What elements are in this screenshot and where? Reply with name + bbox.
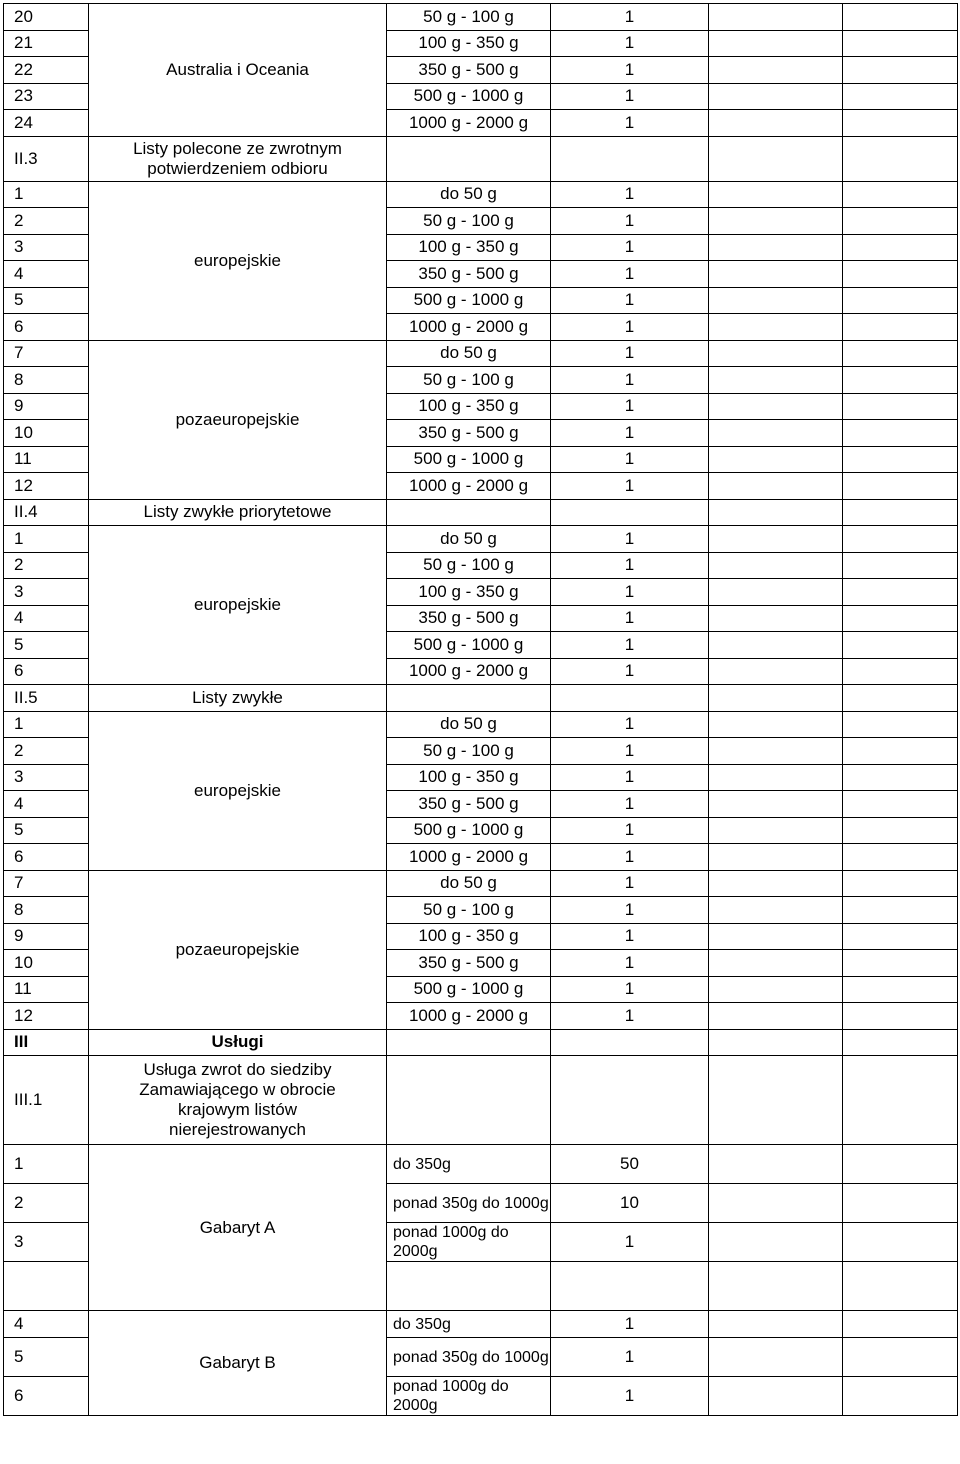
row-quantity: 1 — [551, 393, 709, 420]
row-number: 10 — [4, 950, 89, 977]
row-quantity: 1 — [551, 473, 709, 500]
row-weight: 1000 g - 2000 g — [387, 844, 551, 871]
row-quantity: 1 — [551, 314, 709, 341]
row-number: 21 — [4, 30, 89, 57]
row-number: 12 — [4, 1003, 89, 1030]
row-quantity: 1 — [551, 526, 709, 553]
row-weight: 100 g - 350 g — [387, 393, 551, 420]
row-category: Gabaryt B — [89, 1311, 387, 1416]
row-category: pozaeuropejskie — [89, 870, 387, 1029]
row-weight: 1000 g - 2000 g — [387, 110, 551, 137]
row-weight: 500 g - 1000 g — [387, 817, 551, 844]
row-weight: 50 g - 100 g — [387, 897, 551, 924]
row-number: 5 — [4, 632, 89, 659]
row-quantity: 1 — [551, 1311, 709, 1338]
row-number: 10 — [4, 420, 89, 447]
row-weight: 350 g - 500 g — [387, 261, 551, 288]
row-quantity: 1 — [551, 83, 709, 110]
row-weight: 100 g - 350 g — [387, 764, 551, 791]
section-number: III — [4, 1029, 89, 1056]
row-weight: 500 g - 1000 g — [387, 976, 551, 1003]
row-number: 22 — [4, 57, 89, 84]
row-quantity: 1 — [551, 261, 709, 288]
row-number: 7 — [4, 870, 89, 897]
row-quantity: 1 — [551, 110, 709, 137]
row-weight: 100 g - 350 g — [387, 579, 551, 606]
row-number: 6 — [4, 844, 89, 871]
price-table — [3, 3, 958, 1416]
row-quantity: 1 — [551, 367, 709, 394]
row-weight: 50 g - 100 g — [387, 552, 551, 579]
row-quantity: 1 — [551, 1223, 709, 1262]
row-quantity: 1 — [551, 923, 709, 950]
row-quantity: 1 — [551, 30, 709, 57]
row-weight: 350 g - 500 g — [387, 950, 551, 977]
row-quantity: 50 — [551, 1145, 709, 1184]
row-number: 23 — [4, 83, 89, 110]
row-quantity: 1 — [551, 57, 709, 84]
row-quantity: 1 — [551, 208, 709, 235]
row-category: europejskie — [89, 181, 387, 340]
row-quantity: 10 — [551, 1184, 709, 1223]
row-number: 6 — [4, 314, 89, 341]
row-quantity: 1 — [551, 340, 709, 367]
section-number: III.1 — [4, 1056, 89, 1145]
row-number: 9 — [4, 923, 89, 950]
row-weight: do 50 g — [387, 711, 551, 738]
section-title: Listy polecone ze zwrotnym potwierdzeniem odbioru — [89, 136, 387, 181]
row-number: 3 — [4, 579, 89, 606]
row-quantity: 1 — [551, 605, 709, 632]
table-row — [4, 711, 958, 738]
row-quantity: 1 — [551, 4, 709, 31]
section-header-row — [4, 499, 958, 526]
row-number: 6 — [4, 658, 89, 685]
row-number: 5 — [4, 817, 89, 844]
row-weight: 100 g - 350 g — [387, 30, 551, 57]
row-number: 1 — [4, 711, 89, 738]
row-weight: ponad 1000g do 2000g — [387, 1223, 551, 1262]
row-number: 6 — [4, 1377, 89, 1416]
table-row — [4, 526, 958, 553]
section-number: II.3 — [4, 136, 89, 181]
row-weight: ponad 350g do 1000g — [387, 1184, 551, 1223]
row-weight: 1000 g - 2000 g — [387, 658, 551, 685]
section-header-row — [4, 1056, 958, 1145]
row-number: 4 — [4, 1311, 89, 1338]
row-number: 1 — [4, 526, 89, 553]
row-number: 2 — [4, 552, 89, 579]
row-quantity: 1 — [551, 446, 709, 473]
row-quantity: 1 — [551, 1003, 709, 1030]
row-number: 2 — [4, 208, 89, 235]
row-number: 2 — [4, 1184, 89, 1223]
row-quantity: 1 — [551, 579, 709, 606]
row-number: 11 — [4, 976, 89, 1003]
row-category: pozaeuropejskie — [89, 340, 387, 499]
table-row — [4, 1145, 958, 1184]
row-weight: ponad 1000g do 2000g — [387, 1377, 551, 1416]
row-category: europejskie — [89, 526, 387, 685]
row-weight: 350 g - 500 g — [387, 605, 551, 632]
row-number: 8 — [4, 367, 89, 394]
row-weight: 350 g - 500 g — [387, 791, 551, 818]
row-number — [4, 1262, 89, 1311]
row-number: 11 — [4, 446, 89, 473]
row-quantity: 1 — [551, 711, 709, 738]
section-number: II.4 — [4, 499, 89, 526]
row-quantity: 1 — [551, 897, 709, 924]
row-number: 4 — [4, 261, 89, 288]
row-number: 7 — [4, 340, 89, 367]
row-number: 5 — [4, 1338, 89, 1377]
row-number: 3 — [4, 1223, 89, 1262]
row-weight: 1000 g - 2000 g — [387, 473, 551, 500]
row-quantity: 1 — [551, 658, 709, 685]
row-weight: do 350g — [387, 1311, 551, 1338]
row-weight: 50 g - 100 g — [387, 4, 551, 31]
row-quantity: 1 — [551, 950, 709, 977]
row-weight: do 50 g — [387, 870, 551, 897]
row-weight: 350 g - 500 g — [387, 420, 551, 447]
row-weight: do 50 g — [387, 340, 551, 367]
row-weight: 50 g - 100 g — [387, 208, 551, 235]
row-weight: 500 g - 1000 g — [387, 632, 551, 659]
row-number: 2 — [4, 738, 89, 765]
section-title: Usługa zwrot do siedziby Zamawiającego w obrocie krajowym listów nierejestrowanych — [89, 1056, 387, 1145]
row-quantity: 1 — [551, 632, 709, 659]
row-weight: 100 g - 350 g — [387, 923, 551, 950]
row-quantity: 1 — [551, 181, 709, 208]
section-number: II.5 — [4, 685, 89, 712]
row-weight: 350 g - 500 g — [387, 57, 551, 84]
row-number: 9 — [4, 393, 89, 420]
section-title: Listy zwykłe priorytetowe — [89, 499, 387, 526]
table-row — [4, 1311, 958, 1338]
row-quantity: 1 — [551, 420, 709, 447]
row-weight: 50 g - 100 g — [387, 367, 551, 394]
row-weight: 1000 g - 2000 g — [387, 1003, 551, 1030]
row-number: 3 — [4, 234, 89, 261]
row-quantity: 1 — [551, 738, 709, 765]
row-quantity: 1 — [551, 1377, 709, 1416]
table-row — [4, 4, 958, 31]
row-number: 1 — [4, 181, 89, 208]
row-weight: 100 g - 350 g — [387, 234, 551, 261]
row-quantity: 1 — [551, 1338, 709, 1377]
row-number: 3 — [4, 764, 89, 791]
row-quantity: 1 — [551, 234, 709, 261]
section-title: Usługi — [89, 1029, 387, 1056]
row-number: 4 — [4, 605, 89, 632]
row-number: 4 — [4, 791, 89, 818]
row-number: 12 — [4, 473, 89, 500]
row-quantity: 1 — [551, 287, 709, 314]
row-number: 8 — [4, 897, 89, 924]
section-header-row — [4, 136, 958, 181]
row-quantity: 1 — [551, 817, 709, 844]
row-quantity: 1 — [551, 764, 709, 791]
row-weight: do 50 g — [387, 526, 551, 553]
row-weight: 500 g - 1000 g — [387, 287, 551, 314]
row-weight: ponad 350g do 1000g — [387, 1338, 551, 1377]
row-quantity: 1 — [551, 844, 709, 871]
row-number: 1 — [4, 1145, 89, 1184]
row-quantity: 1 — [551, 976, 709, 1003]
row-category: Australia i Oceania — [89, 4, 387, 137]
table-row — [4, 340, 958, 367]
row-number: 20 — [4, 4, 89, 31]
row-quantity: 1 — [551, 791, 709, 818]
section-title: Listy zwykłe — [89, 685, 387, 712]
row-weight: 50 g - 100 g — [387, 738, 551, 765]
section-header-row — [4, 685, 958, 712]
table-row — [4, 181, 958, 208]
section-header-row — [4, 1029, 958, 1056]
row-category: Gabaryt A — [89, 1145, 387, 1311]
row-quantity: 1 — [551, 870, 709, 897]
row-quantity: 1 — [551, 552, 709, 579]
row-number: 24 — [4, 110, 89, 137]
row-weight: do 350g — [387, 1145, 551, 1184]
row-weight: do 50 g — [387, 181, 551, 208]
row-category: europejskie — [89, 711, 387, 870]
row-number: 5 — [4, 287, 89, 314]
row-weight: 500 g - 1000 g — [387, 83, 551, 110]
table-row — [4, 870, 958, 897]
row-weight: 1000 g - 2000 g — [387, 314, 551, 341]
row-weight: 500 g - 1000 g — [387, 446, 551, 473]
